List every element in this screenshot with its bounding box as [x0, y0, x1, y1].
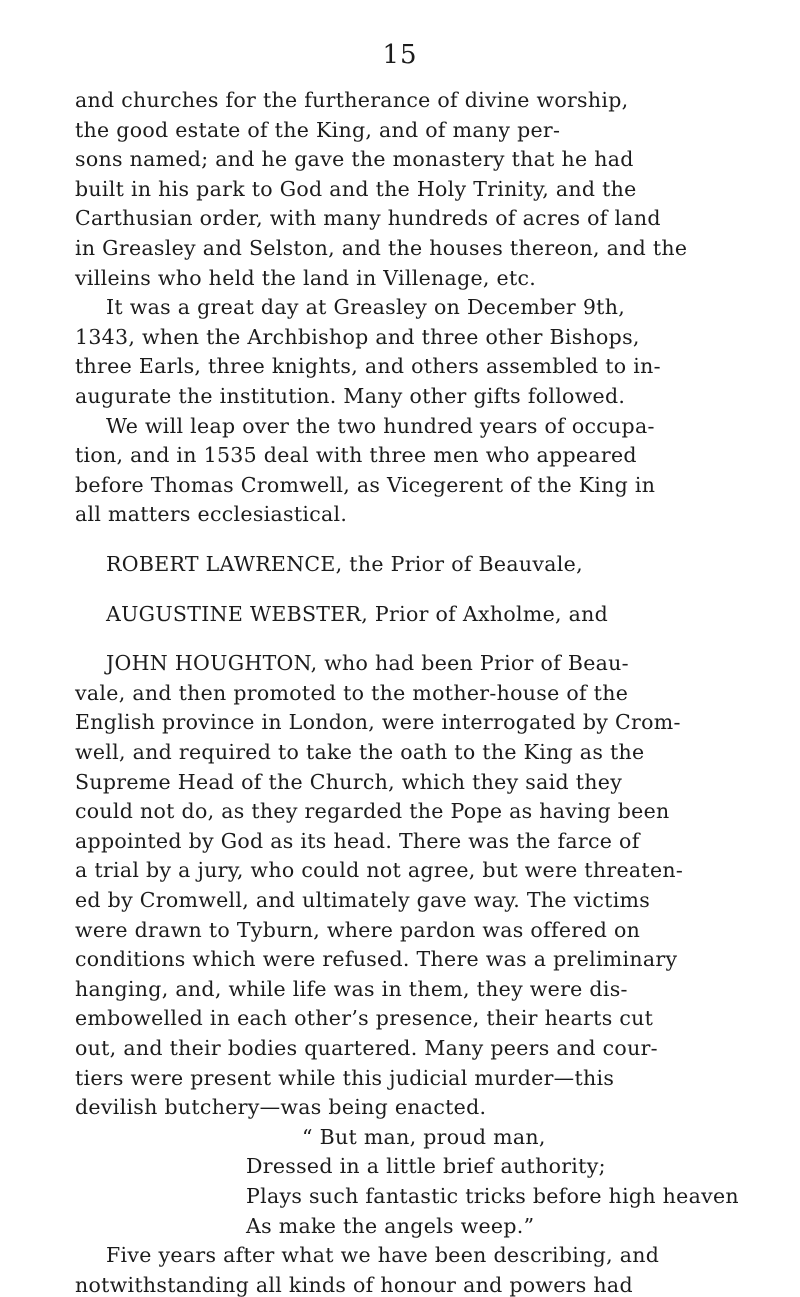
text-line: tion, and in 1535 deal with three men who appeared [75, 443, 637, 467]
text-line: embowelled in each other’s presence, their hearts cut [75, 1006, 654, 1030]
text-line: before Thomas Cromwell, as Vicegerent of the King in [75, 473, 656, 497]
text-line: conditions which were refused. There was a preliminary [75, 947, 678, 971]
verse-line: Plays such fantastic tricks before high heaven [246, 1184, 739, 1208]
text-line: vale, and then promoted to the mother-house of the [75, 681, 629, 705]
text-line: could not do, as they regarded the Pope as having been [75, 799, 670, 823]
verse-line: As make the angels weep.” [246, 1214, 535, 1238]
text-line: in Greasley and Selston, and the houses thereon, and the [75, 236, 688, 260]
text-line: augurate the institution. Many other gifts followed. [75, 384, 626, 408]
text-line: villeins who held the land in Villenage, etc. [75, 266, 537, 290]
text-line: Supreme Head of the Church, which they said they [75, 770, 623, 794]
page-number: 15 [382, 40, 418, 70]
text-line: tiers were present while this judicial murder—this [75, 1066, 615, 1090]
text-line: ed by Cromwell, and ultimately gave way. The victims [75, 888, 651, 912]
text-line: and churches for the furtherance of divine worship, [75, 88, 629, 112]
text-line: AUGUSTINE WEBSTER, Prior of Axholme, and [106, 602, 609, 626]
text-line: built in his park to God and the Holy Trinity, and the [75, 177, 637, 201]
text-line: a trial by a jury, who could not agree, but were threaten- [75, 858, 684, 882]
text-line: JOHN HOUGHTON, who had been Prior of Beau- [106, 651, 629, 675]
text-line: devilish butchery—was being enacted. [75, 1095, 487, 1119]
text-line: 1343, when the Archbishop and three other Bishops, [75, 325, 640, 349]
text-line: ROBERT LAWRENCE, the Prior of Beauvale, [106, 552, 583, 576]
text-line: the good estate of the King, and of many per- [75, 118, 561, 142]
text-line: We will leap over the two hundred years of occupa- [106, 414, 655, 438]
text-line: well, and required to take the oath to the King as the [75, 740, 645, 764]
text-line: Carthusian order, with many hundreds of acres of land [75, 206, 661, 230]
text-line: sons named; and he gave the monastery that he had [75, 147, 634, 171]
text-line: notwithstanding all kinds of honour and powers had [75, 1273, 633, 1297]
text-line: were drawn to Tyburn, where pardon was offered on [75, 918, 641, 942]
text-line: It was a great day at Greasley on December 9th, [106, 295, 626, 319]
text-line: three Earls, three knights, and others assembled to in- [75, 354, 661, 378]
text-line: appointed by God as its head. There was the farce of [75, 829, 640, 853]
verse-line: Dressed in a little brief authority; [246, 1154, 606, 1178]
verse-line: “ But man, proud man, [302, 1125, 546, 1149]
text-line: hanging, and, while life was in them, they were dis- [75, 977, 628, 1001]
text-line: all matters ecclesiastical. [75, 502, 348, 526]
text-line: Five years after what we have been describing, and [106, 1243, 660, 1267]
text-line: out, and their bodies quartered. Many peers and cour- [75, 1036, 658, 1060]
text-line: English province in London, were interrogated by Crom- [75, 710, 681, 734]
